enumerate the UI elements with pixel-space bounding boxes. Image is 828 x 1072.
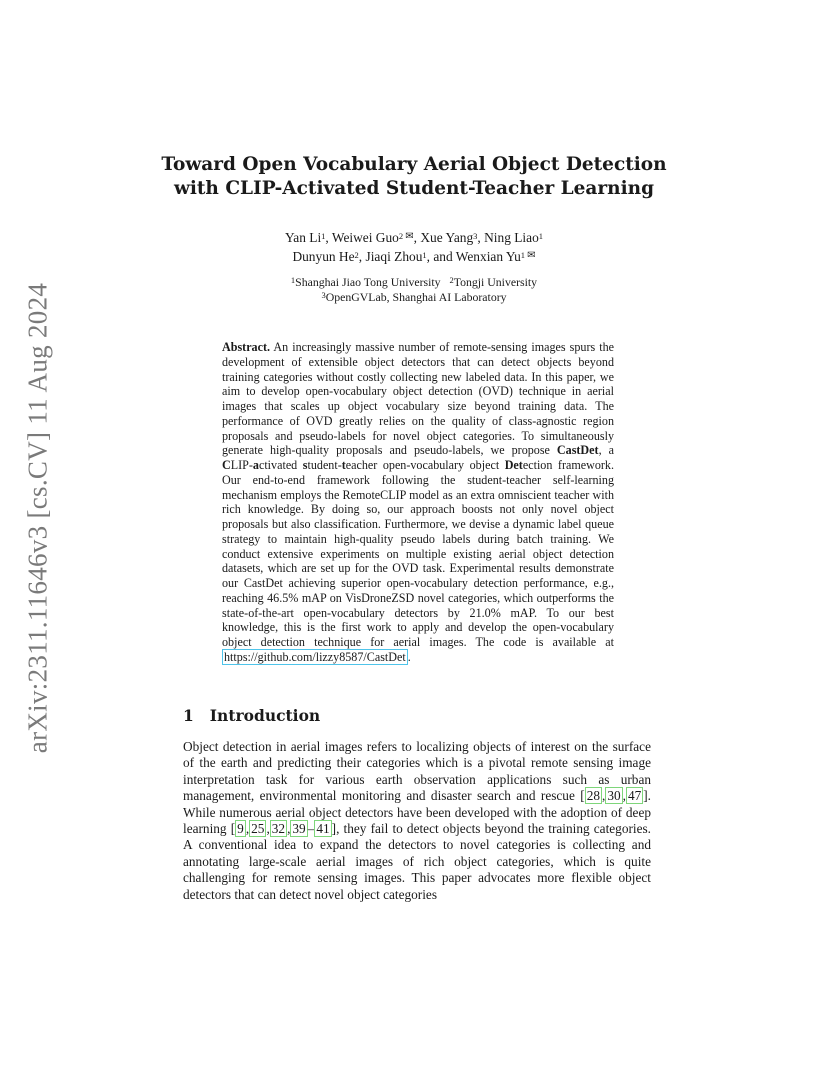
section-title: Introduction	[209, 706, 321, 725]
abstract-text: tudent-	[307, 458, 342, 472]
abstract-text: ection framework. Our end-to-end framework following the student-teacher self-learning mechanism employs the RemoteCLIP model as an extra omniscient teacher with rich knowledge. By doing so, our approach boosts not only novel object proposals but also classification. Furthermore, we devise a dynamic label queue strategy to maintain high-quality pseudo labels during batch training. We conduct extensive experiments on multiple existing aerial object detection datasets, which are set up for the OVD task. Experimental results demonstrate our CastDet achieving superior open-vocabulary detection performance, e.g., reaching 46.5% mAP on VisDroneZSD novel categories, which outperforms the state-of-the-art open-vocabulary detectors by 21.0% mAP. To our best knowledge, this is the first work to apply and develop the open-vocabulary object detection technique for aerial images. The code is available at	[222, 458, 614, 649]
citation-link[interactable]: 41	[316, 821, 330, 837]
acronym-letter: C	[222, 458, 231, 472]
author-line-2	[150, 248, 678, 267]
author-separator: ,	[325, 230, 332, 245]
citation-link[interactable]: 39	[292, 821, 306, 837]
author-separator: ,	[477, 230, 485, 245]
author-list	[150, 229, 678, 267]
author-affil-mark: 1 ✉	[520, 250, 536, 261]
author-separator: ,	[358, 249, 366, 264]
affiliation-name: Shanghai Jiao Tong University	[295, 275, 441, 289]
author-affil-mark: 2	[354, 250, 359, 260]
affiliation-name: OpenGVLab, Shanghai AI Laboratory	[325, 290, 507, 304]
abstract-text: ctivated	[258, 458, 303, 472]
author-name: Ning Liao	[484, 230, 539, 245]
affiliation-line-1	[150, 275, 678, 290]
abstract-text: LIP-	[230, 458, 253, 472]
code-link[interactable]: https://github.com/lizzy8587/CastDet	[224, 649, 406, 664]
acronym-letter: a	[252, 458, 259, 472]
arxiv-identifier-text: arXiv:2311.11646v3 [cs.CV] 11 Aug 2024	[22, 282, 53, 754]
author-name: Yan Li	[284, 230, 322, 245]
author-name: Wenxian Yu	[455, 249, 521, 264]
abstract-text: , a	[598, 443, 614, 458]
acronym-letter: s	[302, 458, 308, 472]
citation-link[interactable]: 30	[607, 788, 621, 804]
author-name: Jiaqi Zhou	[365, 249, 423, 264]
affiliation-line-2	[150, 290, 678, 305]
body-text: . While numerous aerial object detectors have been developed with the adoption of deep learning	[183, 788, 651, 837]
author-affil-mark: 1	[538, 231, 544, 241]
intro-paragraph	[183, 739, 651, 903]
title-line-2: with CLIP-Activated Student-Teacher Learning	[173, 178, 655, 199]
author-affil-mark: 3	[473, 231, 478, 241]
citation-link[interactable]: 47	[627, 788, 642, 804]
envelope-icon: ✉	[527, 250, 536, 261]
author-separator: , and	[426, 249, 456, 264]
author-affil-mark: 1	[422, 250, 427, 260]
author-name: Xue Yang	[420, 230, 474, 245]
citation-group: [ 28 , 30 , 47 ]	[580, 788, 648, 804]
author-affil-mark: 2 ✉	[398, 231, 414, 242]
section-heading	[183, 706, 320, 725]
abstract-label: Abstract.	[222, 340, 271, 354]
envelope-icon: ✉	[405, 231, 414, 242]
citation-link[interactable]: 28	[586, 788, 600, 804]
body-text: Object detection in aerial images refers to localizing objects of interest on the surface of the earth and predicting their categories which is a pivotal remote sensing image interpretation task for various earth observation applications such as urban management, environmental monitoring and disaster search and rescue	[183, 739, 651, 804]
citation-link[interactable]: 32	[271, 821, 286, 837]
paper-title	[150, 153, 678, 201]
citation-group: [ 9 , 25 , 32 , 39 – 41 ]	[230, 821, 337, 837]
abstract-text: An increasingly massive number of remote-sensing images spurs the development of extensible object detectors that can detect objects beyond training categories without costly collecting new labeled data. In this paper, we aim to develop open-vocabulary object detection (OVD) technique in aerial images that scales up object vocabulary size beyond training data. The performance of OVD greatly relies on the quality of class-agnostic region proposals and pseudo-labels for novel object categories. To simultaneously generate high-quality proposals and pseudo-labels, we propose	[222, 340, 614, 458]
method-name: CastDet	[556, 443, 599, 458]
author-name: Weiwei Guo	[331, 230, 399, 245]
citation-link[interactable]: 9	[237, 821, 244, 837]
section-number: 1	[183, 706, 194, 725]
abstract-text: .	[407, 649, 411, 664]
author-name: Dunyun He	[292, 249, 355, 264]
author-affil-mark: 1	[321, 231, 326, 241]
acronym-letter: Det	[504, 458, 523, 472]
author-separator: ,	[413, 230, 421, 245]
acronym-letter: t	[341, 458, 346, 472]
affil-mark: 2	[449, 275, 454, 285]
author-line-1	[150, 229, 678, 248]
affil-mark: 1	[290, 275, 296, 285]
title-line-1: Toward Open Vocabulary Aerial Object Detection	[161, 154, 667, 175]
citation-link[interactable]: 25	[251, 821, 265, 837]
abstract-text: eacher open-vocabulary object	[345, 458, 505, 472]
affiliation-name: Tongji University	[453, 275, 538, 289]
affil-mark: 3	[321, 290, 326, 300]
arxiv-identifier	[22, 278, 54, 758]
abstract	[222, 340, 614, 665]
body-text: , they fail to detect objects beyond the training categories. A conventional idea to expand the detectors to novel categories is collecting and annotating large-scale aerial images of rich object categories, which is quite challenging for remote sensing images. This paper advocates more flexible object detectors that can detect novel object categories	[183, 821, 652, 902]
affiliation-list	[150, 275, 678, 305]
